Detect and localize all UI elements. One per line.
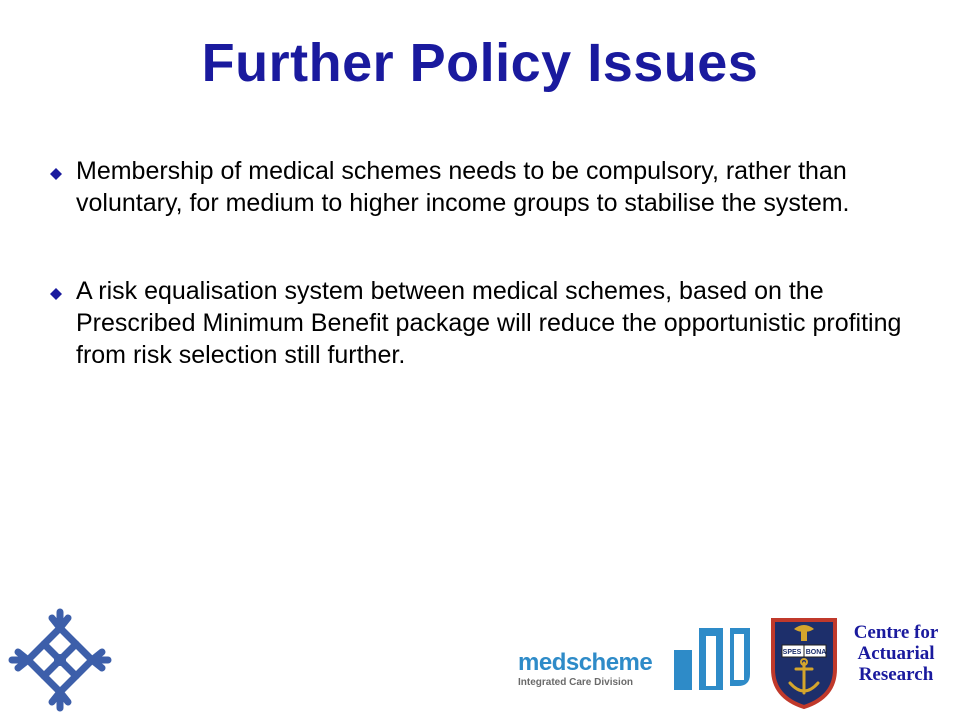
university-crest-icon [770,617,838,709]
medscheme-mark-icon [672,624,752,696]
cross-logo-icon [8,608,112,712]
diamond-bullet-icon [50,288,62,300]
slide-title: Further Policy Issues [201,33,759,93]
diamond-bullet-icon [50,168,62,180]
bullet-text: Membership of medical schemes needs to be compulsory, rather than voluntary, for medium to higher income groups to stabilise the system. [76,157,850,217]
bullet-item [46,275,916,371]
bullet-item [46,155,916,219]
car-line-3: Research [858,664,934,685]
medscheme-division: Integrated Care Division [518,677,634,688]
car-line-2: Actuarial [857,643,935,664]
car-logo-text [840,622,952,685]
bullet-list [46,155,916,427]
bullet-text: A risk equalisation system between medical schemes, based on the Prescribed Minimum Benefit package will reduce the opportunistic profiting from risk selection still further. [76,277,902,369]
crest-motto-left: SPES [782,649,802,656]
crest-motto-right: BONA [805,649,827,656]
medscheme-name: medscheme [518,649,653,676]
car-line-1: Centre for [853,622,939,643]
medscheme-logo [518,649,663,690]
